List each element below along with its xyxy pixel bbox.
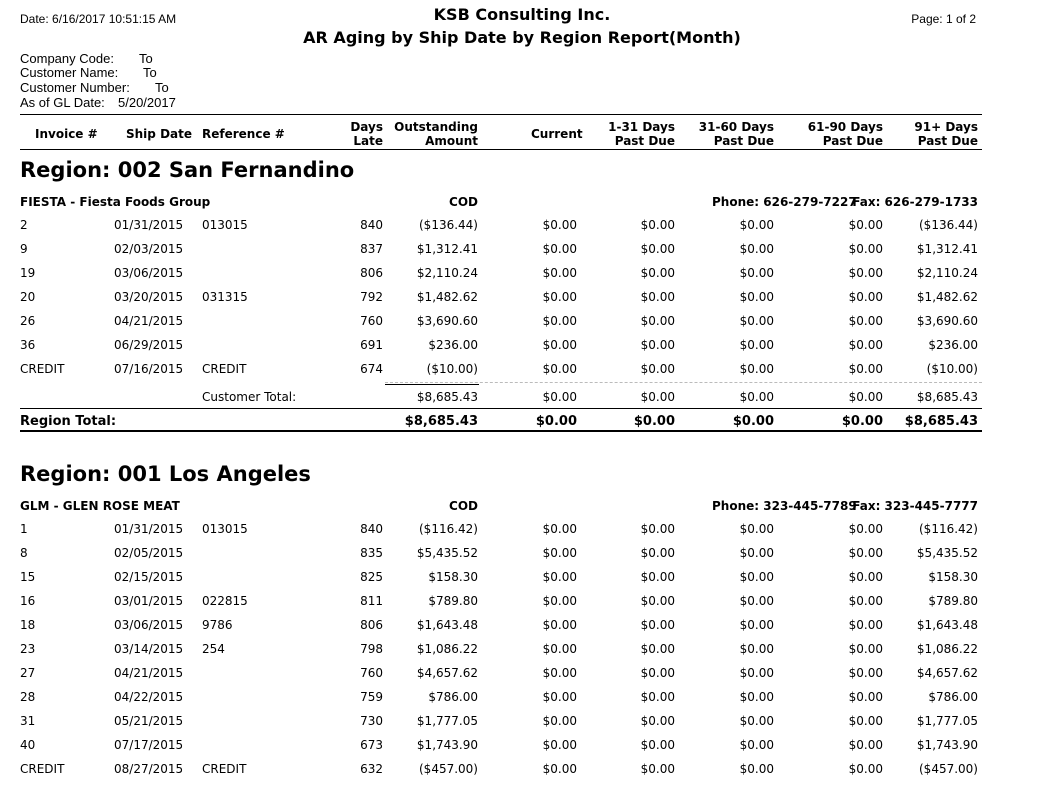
total-1-31: $0.00 [640,390,675,404]
region-title: Region: 001 Los Angeles [20,462,311,486]
ship-date-cell: 04/21/2015 [114,666,184,680]
past-31-60-cell: $0.00 [739,546,774,560]
current-cell: $0.00 [542,362,577,376]
invoice-cell: 40 [20,738,36,752]
table-row [0,242,1044,266]
outstanding-cell: $1,086.22 [416,642,478,656]
customer-fax: Fax: 626-279-1733 [852,195,978,209]
ship-date-cell: 03/14/2015 [114,642,184,656]
past-91-cell: $1,777.05 [916,714,978,728]
current-cell: $0.00 [542,690,577,704]
ship-date-cell: 03/01/2015 [114,594,184,608]
past-31-60-cell: $0.00 [739,570,774,584]
param-value: To [143,65,157,80]
outstanding-cell: $4,657.62 [416,666,478,680]
current-cell: $0.00 [542,338,577,352]
reference-cell: CREDIT [202,762,247,776]
invoice-cell: 18 [20,618,36,632]
ship-date-cell: 02/03/2015 [114,242,184,256]
invoice-cell: 8 [20,546,28,560]
current-cell: $0.00 [542,666,577,680]
past-31-60-cell: $0.00 [739,690,774,704]
param-value: 5/20/2017 [118,95,176,110]
region-title: Region: 002 San Fernandino [20,158,355,182]
past-1-31-cell: $0.00 [640,642,675,656]
past-91-cell: $158.30 [928,570,978,584]
reference-cell: 013015 [202,218,248,232]
col-reference: Reference # [202,127,285,141]
customer-name: FIESTA - Fiesta Foods Group [20,195,211,209]
current-cell: $0.00 [542,290,577,304]
past-61-90-cell: $0.00 [848,666,883,680]
table-row [0,666,1044,690]
region-total-label: Region Total: [20,414,117,429]
col-ship-date: Ship Date [126,127,192,141]
past-61-90-cell: $0.00 [848,738,883,752]
past-61-90-cell: $0.00 [848,642,883,656]
table-row [0,762,1044,786]
customer-fax: Fax: 323-445-7777 [852,499,978,513]
table-row [0,314,1044,338]
past-1-31-cell: $0.00 [640,714,675,728]
table-row [0,738,1044,762]
past-1-31-cell: $0.00 [640,738,675,752]
past-61-90-cell: $0.00 [848,762,883,776]
days-late-cell: 792 [360,290,383,304]
report-date: Date: 6/16/2017 10:51:15 AM [20,12,177,26]
days-late-cell: 760 [360,666,383,680]
current-cell: $0.00 [542,570,577,584]
region-total-91-plus: $8,685.43 [904,414,978,429]
days-late-cell: 840 [360,218,383,232]
ship-date-cell: 06/29/2015 [114,338,184,352]
col-invoice: Invoice # [35,127,98,141]
header-bottom-rule [20,149,982,150]
ship-date-cell: 01/31/2015 [114,522,184,536]
past-61-90-cell: $0.00 [848,522,883,536]
table-row [0,714,1044,738]
days-late-cell: 730 [360,714,383,728]
ship-date-cell: 02/15/2015 [114,570,184,584]
table-row [0,546,1044,570]
past-91-cell: $5,435.52 [916,546,978,560]
past-61-90-cell: $0.00 [848,714,883,728]
param-customer-number [20,80,169,95]
past-91-cell: $2,110.24 [916,266,978,280]
outstanding-cell: $1,643.48 [416,618,478,632]
table-row [0,618,1044,642]
invoice-cell: 36 [20,338,36,352]
invoice-cell: 26 [20,314,36,328]
past-61-90-cell: $0.00 [848,594,883,608]
days-late-cell: 806 [360,618,383,632]
past-91-cell: ($136.44) [919,218,978,232]
table-row [0,218,1044,242]
outstanding-cell: $1,743.90 [416,738,478,752]
region-total-61-90: $0.00 [841,414,883,429]
invoice-cell: CREDIT [20,362,65,376]
param-label: Company Code: [20,51,114,66]
past-31-60-cell: $0.00 [739,266,774,280]
invoice-cell: 23 [20,642,36,656]
subtotal-rule [385,382,982,383]
past-31-60-cell: $0.00 [739,618,774,632]
region-total-1-31: $0.00 [633,414,675,429]
invoice-cell: 20 [20,290,36,304]
days-late-cell: 811 [360,594,383,608]
table-row [0,266,1044,290]
past-61-90-cell: $0.00 [848,290,883,304]
days-late-cell: 674 [360,362,383,376]
past-61-90-cell: $0.00 [848,242,883,256]
past-1-31-cell: $0.00 [640,618,675,632]
table-row [0,690,1044,714]
days-late-cell: 673 [360,738,383,752]
table-row [0,594,1044,618]
invoice-cell: 9 [20,242,28,256]
past-1-31-cell: $0.00 [640,242,675,256]
past-1-31-cell: $0.00 [640,362,675,376]
days-late-cell: 759 [360,690,383,704]
total-current: $0.00 [542,390,577,404]
col-1-31: 1-31 Days Past Due [608,120,675,148]
report-title: AR Aging by Ship Date by Region Report(Month) [303,28,741,47]
past-1-31-cell: $0.00 [640,266,675,280]
invoice-cell: 2 [20,218,28,232]
col-91-plus: 91+ Days Past Due [914,120,978,148]
past-1-31-cell: $0.00 [640,762,675,776]
past-61-90-cell: $0.00 [848,570,883,584]
param-value: To [155,80,169,95]
param-label: Customer Number: [20,80,130,95]
days-late-cell: 806 [360,266,383,280]
past-1-31-cell: $0.00 [640,522,675,536]
region-total-outstanding: $8,685.43 [404,414,478,429]
current-cell: $0.00 [542,242,577,256]
past-1-31-cell: $0.00 [640,690,675,704]
current-cell: $0.00 [542,218,577,232]
outstanding-cell: $3,690.60 [416,314,478,328]
past-31-60-cell: $0.00 [739,762,774,776]
ship-date-cell: 08/27/2015 [114,762,184,776]
customer-phone: Phone: 626-279-7227 [712,195,857,209]
current-cell: $0.00 [542,714,577,728]
past-31-60-cell: $0.00 [739,522,774,536]
param-company-code [20,51,153,66]
current-cell: $0.00 [542,546,577,560]
param-label: As of GL Date: [20,95,105,110]
past-91-cell: $1,643.48 [916,618,978,632]
past-31-60-cell: $0.00 [739,594,774,608]
past-61-90-cell: $0.00 [848,362,883,376]
days-late-cell: 825 [360,570,383,584]
total-31-60: $0.00 [739,390,774,404]
customer-terms: COD [449,499,478,513]
invoice-cell: 19 [20,266,36,280]
total-61-90: $0.00 [848,390,883,404]
col-outstanding: Outstanding Amount [394,120,478,148]
past-61-90-cell: $0.00 [848,338,883,352]
days-late-cell: 837 [360,242,383,256]
days-late-cell: 840 [360,522,383,536]
reference-cell: 022815 [202,594,248,608]
outstanding-cell: $2,110.24 [416,266,478,280]
current-cell: $0.00 [542,618,577,632]
past-31-60-cell: $0.00 [739,218,774,232]
customer-total-label: Customer Total: [202,390,297,404]
past-91-cell: $1,482.62 [916,290,978,304]
col-current: Current [531,127,583,141]
region-total-row [0,414,1044,438]
ship-date-cell: 04/22/2015 [114,690,184,704]
region-total-current: $0.00 [535,414,577,429]
table-row [0,290,1044,314]
days-late-cell: 835 [360,546,383,560]
ship-date-cell: 05/21/2015 [114,714,184,728]
region-total-31-60: $0.00 [732,414,774,429]
invoice-cell: CREDIT [20,762,65,776]
past-31-60-cell: $0.00 [739,362,774,376]
reference-cell: 254 [202,642,225,656]
past-31-60-cell: $0.00 [739,290,774,304]
past-1-31-cell: $0.00 [640,546,675,560]
param-label: Customer Name: [20,65,119,80]
current-cell: $0.00 [542,738,577,752]
current-cell: $0.00 [542,762,577,776]
past-1-31-cell: $0.00 [640,218,675,232]
region-total-bottom-rule [20,430,982,432]
past-31-60-cell: $0.00 [739,314,774,328]
ship-date-cell: 02/05/2015 [114,546,184,560]
customer-terms: COD [449,195,478,209]
invoice-cell: 27 [20,666,36,680]
past-91-cell: $236.00 [928,338,978,352]
current-cell: $0.00 [542,594,577,608]
col-days-late: Days Late [350,120,383,148]
ship-date-cell: 07/17/2015 [114,738,184,752]
past-61-90-cell: $0.00 [848,266,883,280]
reference-cell: 013015 [202,522,248,536]
past-91-cell: ($116.42) [919,522,978,536]
invoice-cell: 31 [20,714,36,728]
reference-cell: 9786 [202,618,233,632]
invoice-cell: 1 [20,522,28,536]
region-total-rule [20,408,982,409]
outstanding-cell: $1,777.05 [416,714,478,728]
outstanding-cell: ($457.00) [419,762,478,776]
ship-date-cell: 07/16/2015 [114,362,184,376]
outstanding-cell: $158.30 [428,570,478,584]
past-91-cell: $1,743.90 [916,738,978,752]
outstanding-cell: $789.80 [428,594,478,608]
outstanding-cell: $1,312.41 [416,242,478,256]
outstanding-cell: ($136.44) [419,218,478,232]
outstanding-cell: $236.00 [428,338,478,352]
subtotal-amount-rule [385,384,479,385]
header-top-rule [20,114,982,115]
past-31-60-cell: $0.00 [739,714,774,728]
past-91-cell: ($10.00) [926,362,978,376]
param-value: To [139,51,153,66]
customer-name: GLM - GLEN ROSE MEAT [20,499,180,513]
past-31-60-cell: $0.00 [739,242,774,256]
invoice-cell: 15 [20,570,36,584]
past-91-cell: $1,086.22 [916,642,978,656]
current-cell: $0.00 [542,266,577,280]
outstanding-cell: ($10.00) [426,362,478,376]
days-late-cell: 691 [360,338,383,352]
past-1-31-cell: $0.00 [640,594,675,608]
table-row [0,522,1044,546]
past-31-60-cell: $0.00 [739,338,774,352]
past-1-31-cell: $0.00 [640,570,675,584]
ship-date-cell: 03/20/2015 [114,290,184,304]
past-1-31-cell: $0.00 [640,338,675,352]
past-91-cell: ($457.00) [919,762,978,776]
outstanding-cell: $1,482.62 [416,290,478,304]
past-61-90-cell: $0.00 [848,314,883,328]
outstanding-cell: $786.00 [428,690,478,704]
ship-date-cell: 01/31/2015 [114,218,184,232]
past-31-60-cell: $0.00 [739,666,774,680]
outstanding-cell: $5,435.52 [416,546,478,560]
days-late-cell: 632 [360,762,383,776]
col-61-90: 61-90 Days Past Due [807,120,883,148]
table-row [0,338,1044,362]
current-cell: $0.00 [542,314,577,328]
table-row [0,570,1044,594]
days-late-cell: 760 [360,314,383,328]
total-outstanding: $8,685.43 [416,390,478,404]
days-late-cell: 798 [360,642,383,656]
invoice-cell: 16 [20,594,36,608]
past-61-90-cell: $0.00 [848,690,883,704]
past-31-60-cell: $0.00 [739,738,774,752]
past-91-cell: $3,690.60 [916,314,978,328]
reference-cell: 031315 [202,290,248,304]
past-1-31-cell: $0.00 [640,290,675,304]
ship-date-cell: 04/21/2015 [114,314,184,328]
customer-phone: Phone: 323-445-7789 [712,499,857,513]
company-name: KSB Consulting Inc. [433,5,611,24]
param-gl-date [20,95,176,110]
customer-total-row [0,390,1044,414]
past-91-cell: $786.00 [928,690,978,704]
ship-date-cell: 03/06/2015 [114,618,184,632]
past-61-90-cell: $0.00 [848,218,883,232]
current-cell: $0.00 [542,642,577,656]
invoice-cell: 28 [20,690,36,704]
total-91-plus: $8,685.43 [916,390,978,404]
table-row [0,642,1044,666]
param-customer-name [20,65,157,80]
col-31-60: 31-60 Days Past Due [698,120,774,148]
current-cell: $0.00 [542,522,577,536]
past-31-60-cell: $0.00 [739,642,774,656]
past-61-90-cell: $0.00 [848,618,883,632]
past-1-31-cell: $0.00 [640,314,675,328]
past-61-90-cell: $0.00 [848,546,883,560]
past-91-cell: $4,657.62 [916,666,978,680]
reference-cell: CREDIT [202,362,247,376]
page-number: Page: 1 of 2 [911,12,976,26]
outstanding-cell: ($116.42) [419,522,478,536]
past-1-31-cell: $0.00 [640,666,675,680]
ship-date-cell: 03/06/2015 [114,266,184,280]
past-91-cell: $1,312.41 [916,242,978,256]
past-91-cell: $789.80 [928,594,978,608]
